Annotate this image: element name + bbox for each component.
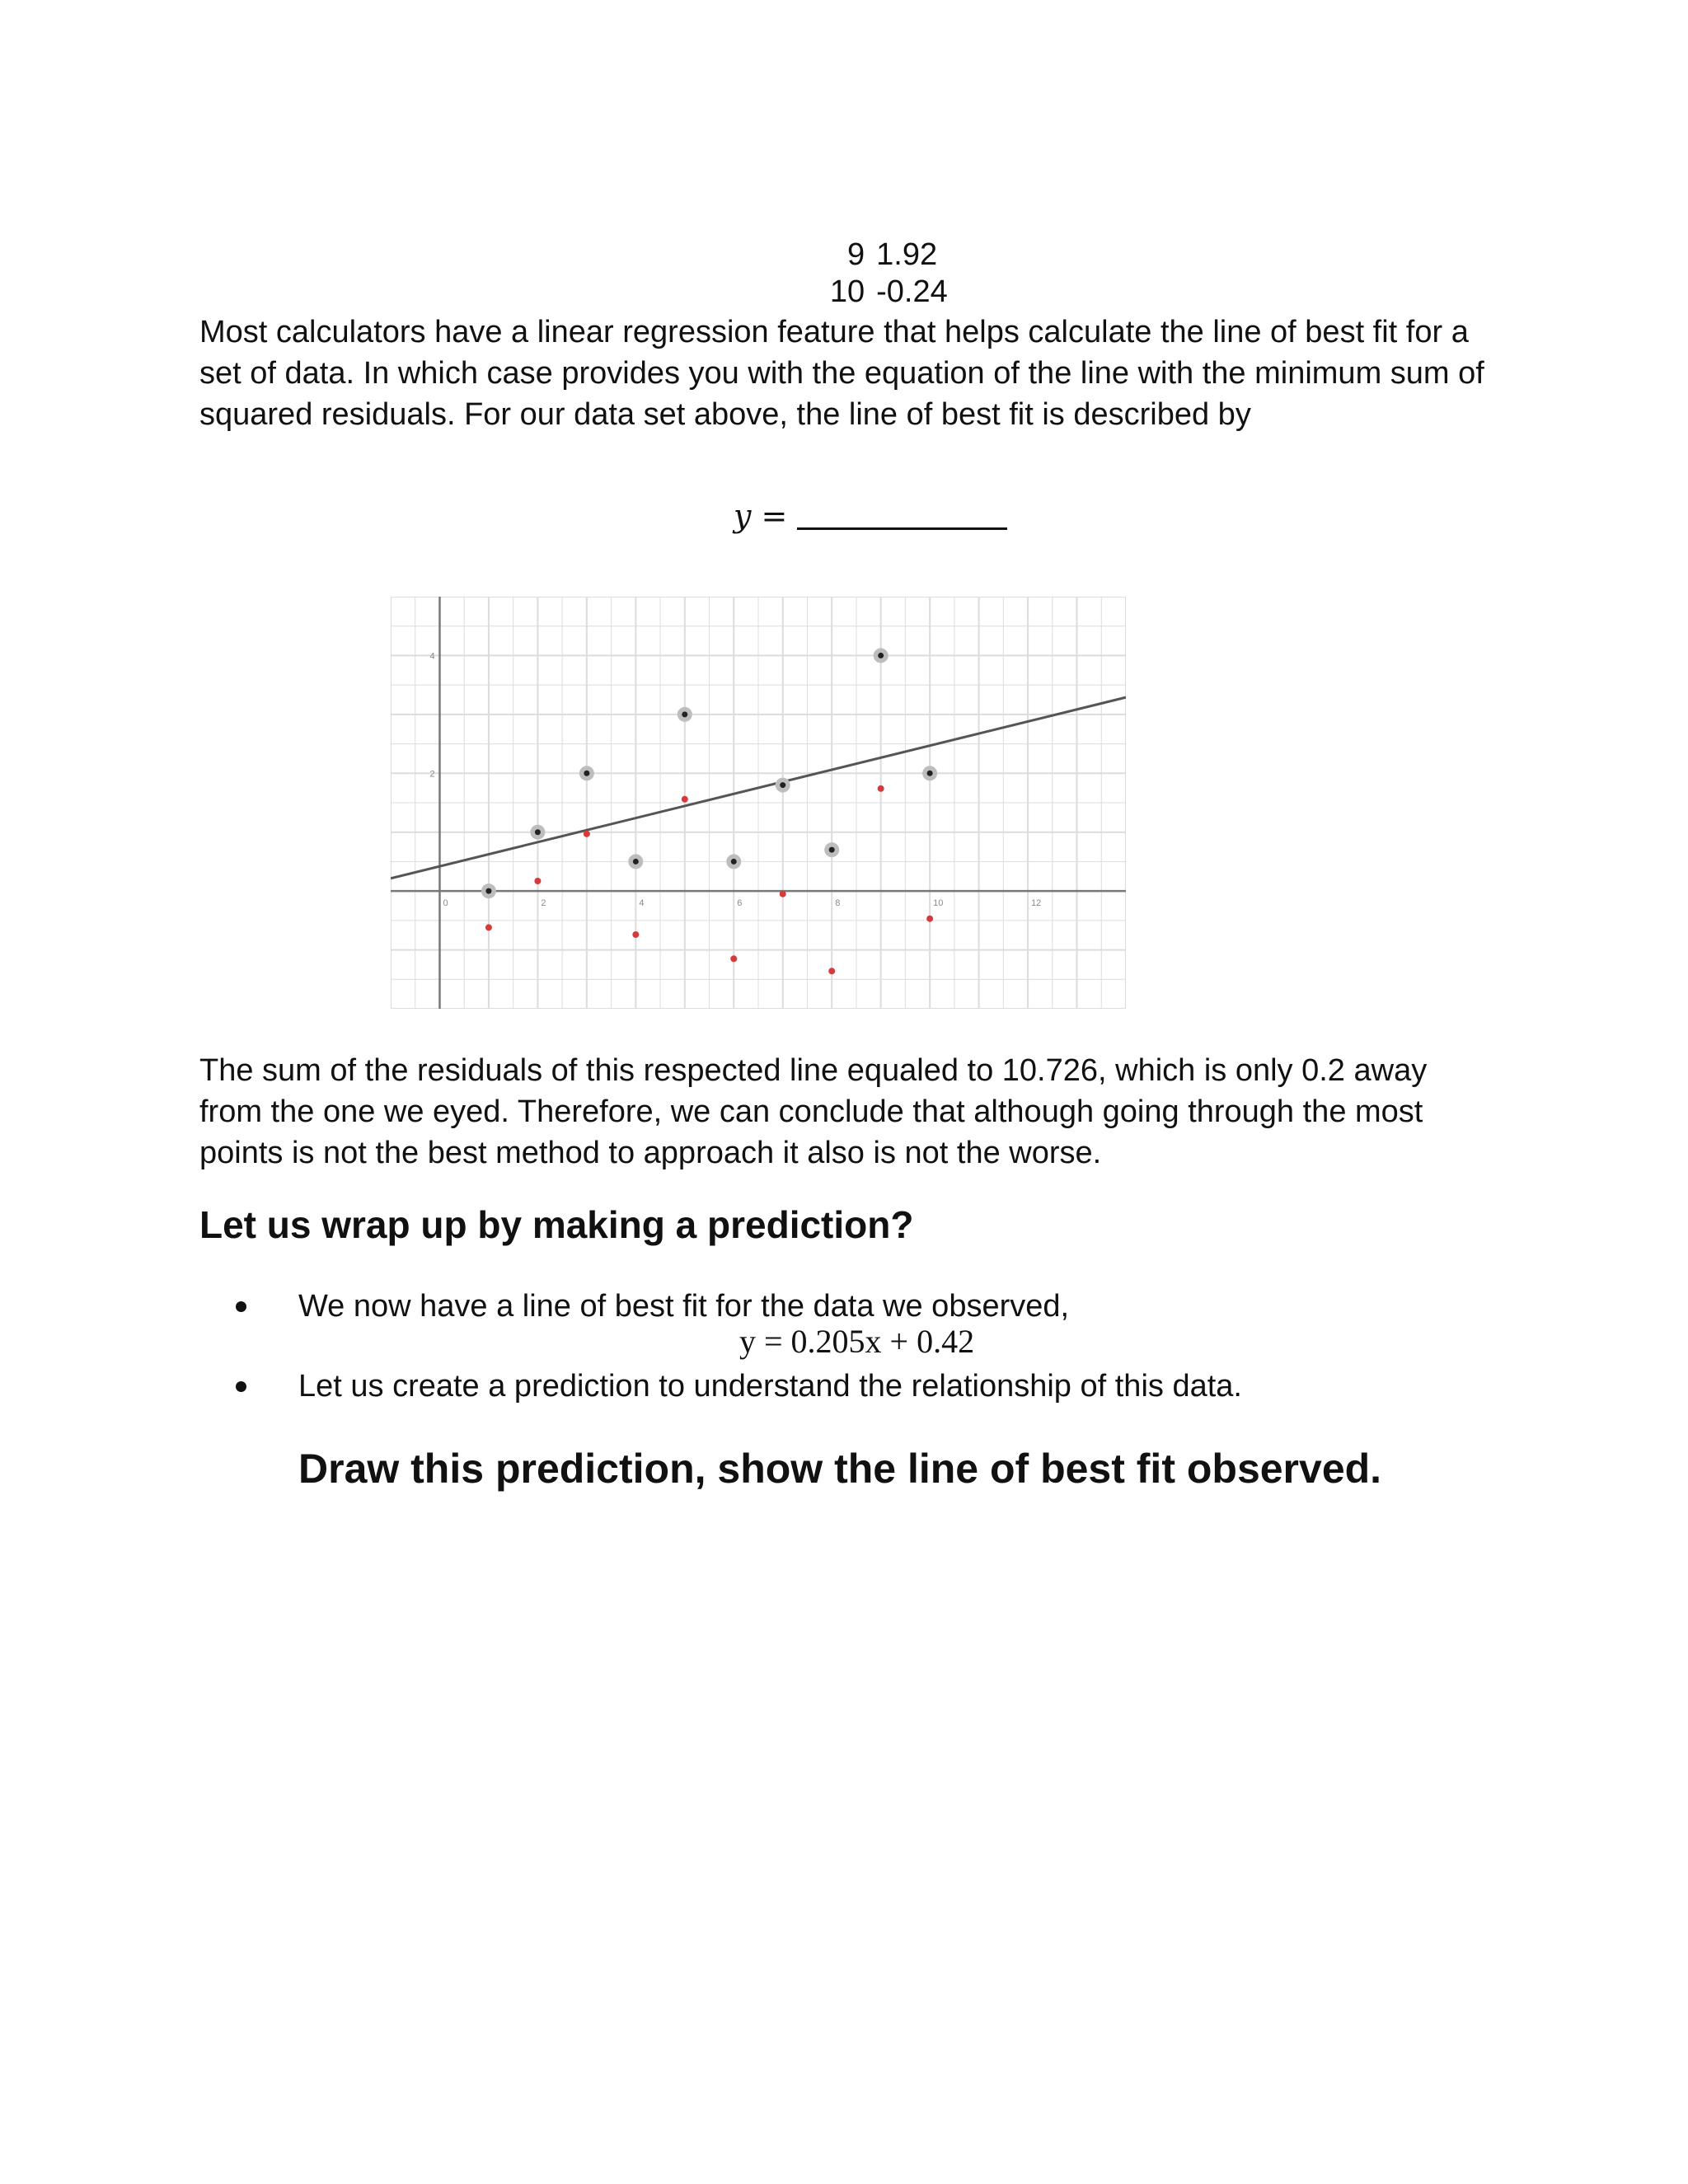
equation-blank xyxy=(734,496,1007,535)
residual-point xyxy=(682,796,688,803)
data-point xyxy=(878,653,884,658)
conclusion-paragraph-text: The sum of the residuals of this respected line equaled to 10.726, which is only 0.2 away from the one we eyed. Therefore, we can conclude that although going through the most points is not the best method to approach it also is not the worse. xyxy=(199,1053,1428,1170)
table-residual-cell: 1.92 xyxy=(876,237,938,272)
bullet-icon xyxy=(236,1301,246,1312)
conclusion-paragraph xyxy=(199,1050,1485,1174)
residual-scatter-chart xyxy=(391,597,1126,1009)
bullet-icon xyxy=(236,1381,246,1392)
table-row xyxy=(806,235,948,311)
x-tick-label: 12 xyxy=(1031,898,1042,909)
x-tick-label: 8 xyxy=(835,898,841,909)
answer-blank[interactable] xyxy=(797,527,1007,530)
data-point xyxy=(829,847,835,853)
residual-point xyxy=(828,968,835,974)
best-fit-equation xyxy=(739,1322,974,1361)
data-point xyxy=(682,711,687,717)
intro-paragraph-text: Most calculators have a linear regression feature that helps calculate the line of best fit for a set of data. In which case provides you with the equation of the line with the minimum sum of squared residuals. For our data set above, the line of best fit is described by xyxy=(199,315,1484,432)
data-point xyxy=(535,829,541,835)
data-point xyxy=(485,888,491,894)
data-point xyxy=(927,771,933,776)
y-tick-label: 2 xyxy=(429,769,435,780)
residual-point xyxy=(878,785,884,792)
x-tick-label: 6 xyxy=(737,898,743,909)
residual-point xyxy=(926,916,933,922)
bullet-text: We now have a line of best fit for the data we observed, xyxy=(298,1289,1070,1324)
data-point xyxy=(584,771,589,776)
table-x-cell: 10 xyxy=(829,274,865,309)
residual-point xyxy=(534,878,541,884)
data-point xyxy=(633,859,639,865)
equation-lhs: y = xyxy=(734,498,788,534)
x-tick-label: 0 xyxy=(443,898,448,909)
residual-point xyxy=(632,931,639,938)
bullet-text: Let us create a prediction to understand the relationship of this data. xyxy=(298,1369,1242,1404)
residual-point xyxy=(584,831,590,837)
intro-paragraph xyxy=(199,312,1485,435)
x-tick-label: 10 xyxy=(933,898,944,909)
section-heading: Let us wrap up by making a prediction? xyxy=(199,1203,914,1246)
y-tick-label: 4 xyxy=(429,651,435,662)
residual-point xyxy=(485,924,492,930)
data-point xyxy=(780,782,785,788)
x-tick-label: 4 xyxy=(639,898,645,909)
table-x-cell: 9 xyxy=(846,237,865,272)
x-tick-label: 2 xyxy=(541,898,546,909)
best-fit-equation-text: y = 0.205x + 0.42 xyxy=(739,1323,975,1360)
instruction-heading: Draw this prediction, show the line of best fit observed. xyxy=(298,1446,1382,1492)
residual-point xyxy=(780,891,786,898)
residual-point xyxy=(730,955,737,962)
table-residual-cell: -0.24 xyxy=(876,274,948,309)
data-point xyxy=(731,859,737,865)
